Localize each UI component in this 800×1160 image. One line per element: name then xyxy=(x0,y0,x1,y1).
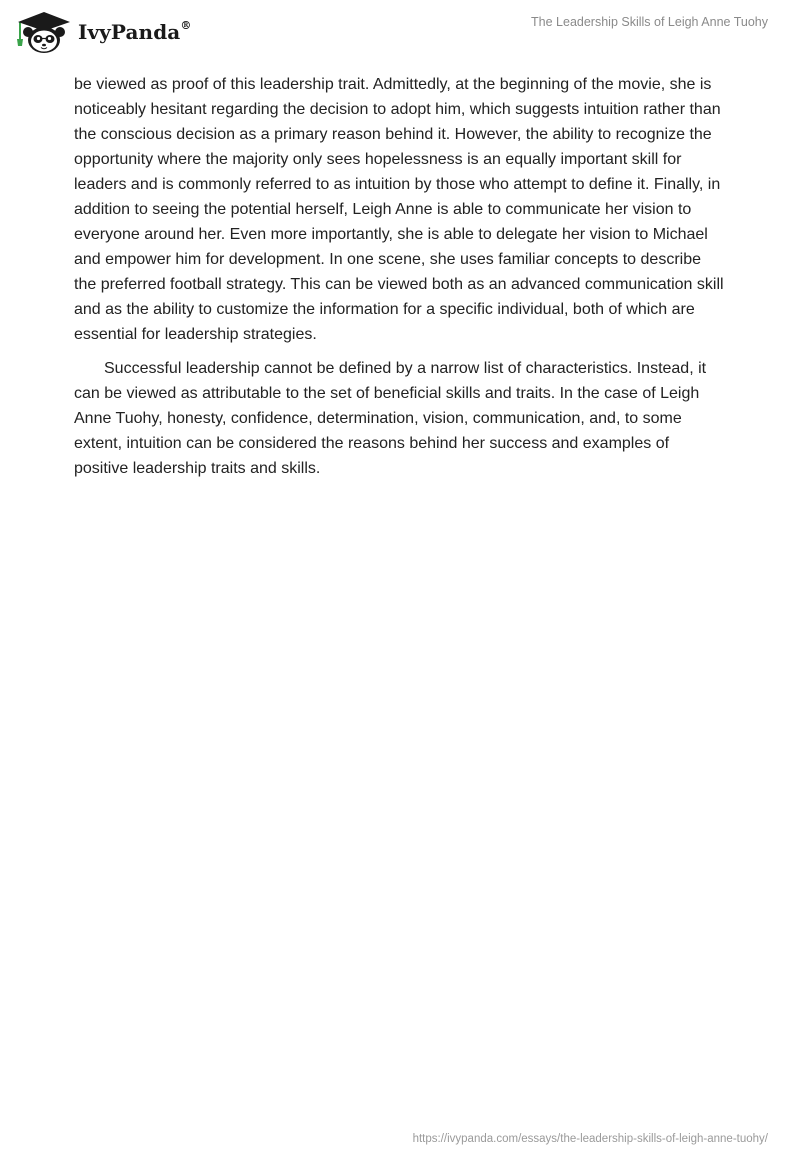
paragraph: Successful leadership cannot be defined by a narrow list of characteristics. Instead, it can be viewed as attributable to the set of beneficial skills and traits. In the case of Leigh Anne Tuohy, honesty, confidence, determination, vision, communication, and, to some extent, intuition can be considered the reasons behind her success and examples of positive leadership traits and skills. xyxy=(74,360,707,477)
brand-logo[interactable] xyxy=(14,10,191,54)
registered-mark: ® xyxy=(180,19,192,33)
paragraph: be viewed as proof of this leadership trait. Admittedly, at the beginning of the movie, she is noticeably hesitant regarding the decision to adopt him, which suggests intuition rather than the conscious decision as a primary reason behind it. However, the ability to recognize the opportunity where the majority only sees hopelessness is an equally important skill for leaders and is commonly referred to as intuition by those who attempt to define it. Finally, in addition to seeing the potential herself, Leigh Anne is able to communicate her vision to everyone around her. Even more importantly, she is able to delegate her vision to Michael and empower him for development. In one scene, she uses familiar concepts to describe the preferred football strategy. This can be viewed both as an advanced communication skill and as the ability to customize the information for a specific individual, both of which are essential for leadership strategies. xyxy=(74,76,724,343)
page-header xyxy=(0,0,800,64)
essay-body xyxy=(74,72,726,490)
brand-name: IvyPanda® xyxy=(78,19,192,44)
panda-graduation-cap-icon xyxy=(14,10,76,54)
document-title: The Leadership Skills of Leigh Anne Tuohy xyxy=(531,15,768,29)
source-url[interactable]: https://ivypanda.com/essays/the-leadership-skills-of-leigh-anne-tuohy/ xyxy=(412,1133,768,1145)
